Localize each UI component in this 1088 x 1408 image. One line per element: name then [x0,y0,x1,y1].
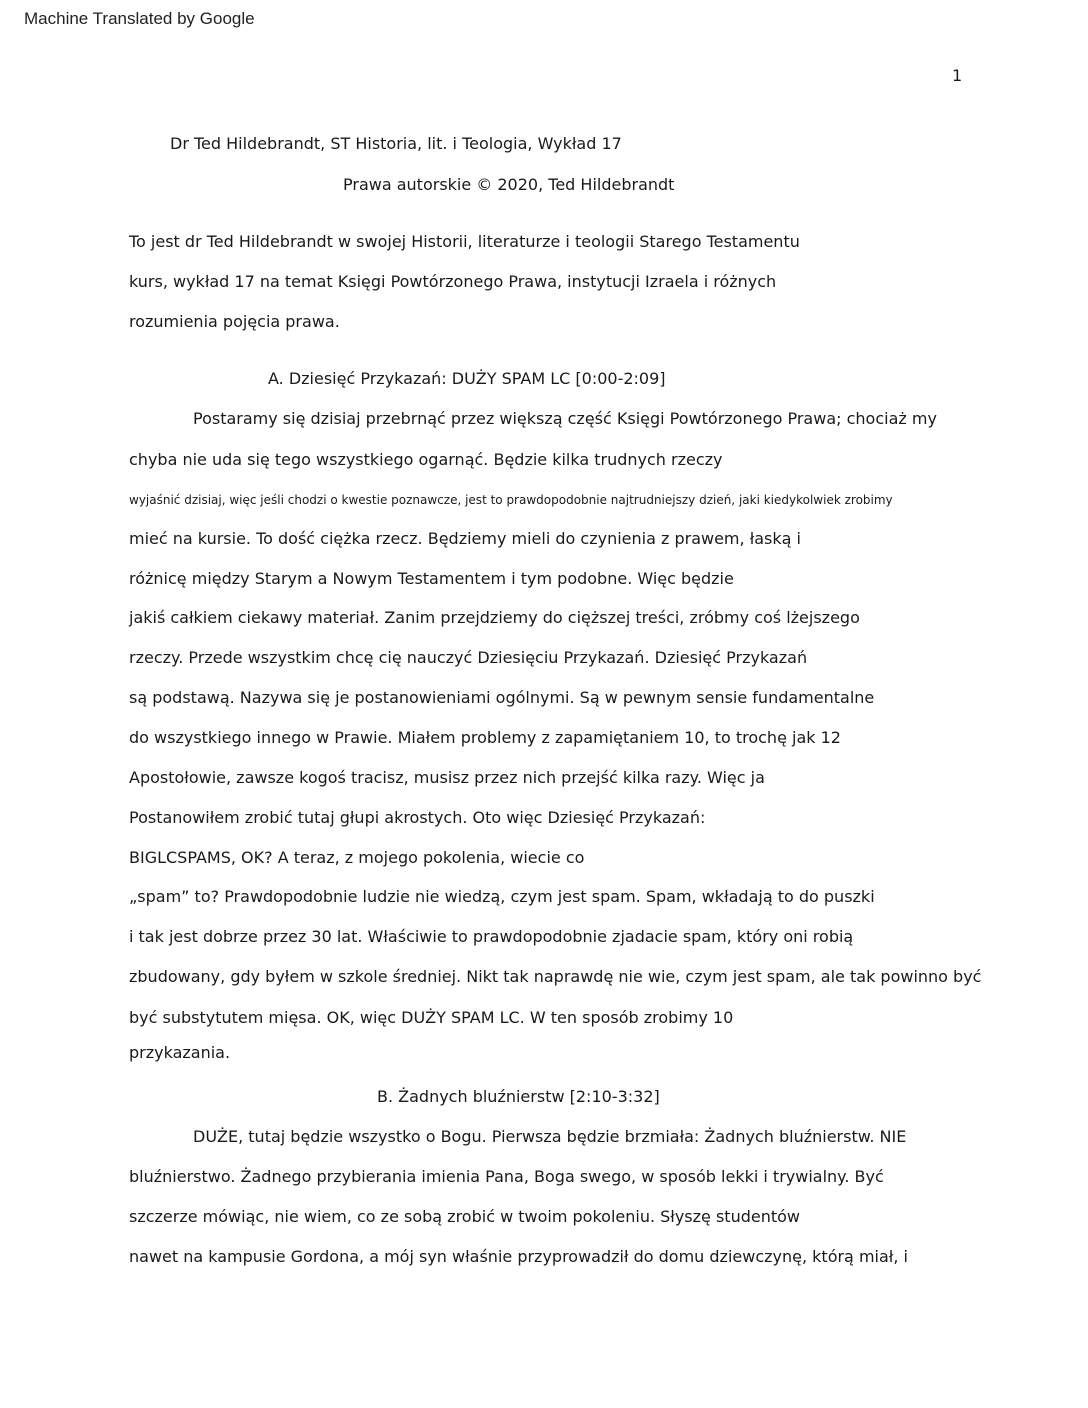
paragraph-line: do wszystkiego innego w Prawie. Miałem problemy z zapamiętaniem 10, to trochę jak 12 [129,728,841,747]
paragraph-line: Apostołowie, zawsze kogoś tracisz, musisz przez nich przejść kilka razy. Więc ja [129,768,765,787]
section-b-heading: B. Żadnych bluźnierstw [2:10-3:32] [377,1087,660,1106]
paragraph-line: mieć na kursie. To dość ciężka rzecz. Będziemy mieli do czynienia z prawem, łaską i [129,529,801,548]
intro-line: To jest dr Ted Hildebrandt w swojej Historii, literaturze i teologii Starego Testamentu [129,232,800,251]
paragraph-line: są podstawą. Nazywa się je postanowieniami ogólnymi. Są w pewnym sensie fundamentalne [129,688,875,707]
machine-translation-banner: Machine Translated by Google [24,9,255,28]
paragraph-line: „spam” to? Prawdopodobnie ludzie nie wiedzą, czym jest spam. Spam, wkładają to do puszki [129,887,875,906]
paragraph-line: wyjaśnić dzisiaj, więc jeśli chodzi o kwestie poznawcze, jest to prawdopodobnie najtrudniejszy dzień, jaki kiedykolwiek zrobimy [129,493,893,507]
paragraph-line: jakiś całkiem ciekawy materiał. Zanim przejdziemy do cięższej treści, zróbmy coś lżejszego [129,608,860,627]
paragraph-line: Postanowiłem zrobić tutaj głupi akrostych. Oto więc Dziesięć Przykazań: [129,808,706,827]
intro-line: kurs, wykład 17 na temat Księgi Powtórzonego Prawa, instytucji Izraela i różnych [129,272,777,291]
paragraph-line: nawet na kampusie Gordona, a mój syn właśnie przyprowadził do domu dziewczynę, którą miał, i [129,1247,908,1266]
paragraph-line: zbudowany, gdy byłem w szkole średniej. Nikt tak naprawdę nie wie, czym jest spam, ale tak powinno być [129,967,982,986]
paragraph-line: szczerze mówiąc, nie wiem, co ze sobą zrobić w twoim pokoleniu. Słyszę studentów [129,1207,801,1226]
paragraph-line: DUŻE, tutaj będzie wszystko o Bogu. Pierwsza będzie brzmiała: Żadnych bluźnierstw. NIE [193,1127,907,1146]
paragraph-line: i tak jest dobrze przez 30 lat. Właściwie to prawdopodobnie zjadacie spam, który oni robią [129,927,854,946]
paragraph-line: BIGLCSPAMS, OK? A teraz, z mojego pokolenia, wiecie co [129,848,585,867]
section-a-heading: A. Dziesięć Przykazań: DUŻY SPAM LC [0:00-2:09] [268,369,666,388]
copyright-line: Prawa autorskie © 2020, Ted Hildebrandt [343,175,675,194]
lecture-title: Dr Ted Hildebrandt, ST Historia, lit. i Teologia, Wykład 17 [170,134,622,153]
paragraph-line: Postaramy się dzisiaj przebrnąć przez większą część Księgi Powtórzonego Prawa; chociaż my [193,409,937,428]
paragraph-line: rzeczy. Przede wszystkim chcę cię nauczyć Dziesięciu Przykazań. Dziesięć Przykazań [129,648,808,667]
page-number: 1 [952,66,963,85]
paragraph-line: chyba nie uda się tego wszystkiego ogarnąć. Będzie kilka trudnych rzeczy [129,450,723,469]
intro-line: rozumienia pojęcia prawa. [129,312,340,331]
paragraph-line: być substytutem mięsa. OK, więc DUŻY SPAM LC. W ten sposób zrobimy 10 [129,1008,734,1027]
paragraph-line: bluźnierstwo. Żadnego przybierania imienia Pana, Boga swego, w sposób lekki i trywialny. Być [129,1167,884,1186]
paragraph-line: różnicę między Starym a Nowym Testamentem i tym podobne. Więc będzie [129,569,734,588]
paragraph-line: przykazania. [129,1043,231,1062]
